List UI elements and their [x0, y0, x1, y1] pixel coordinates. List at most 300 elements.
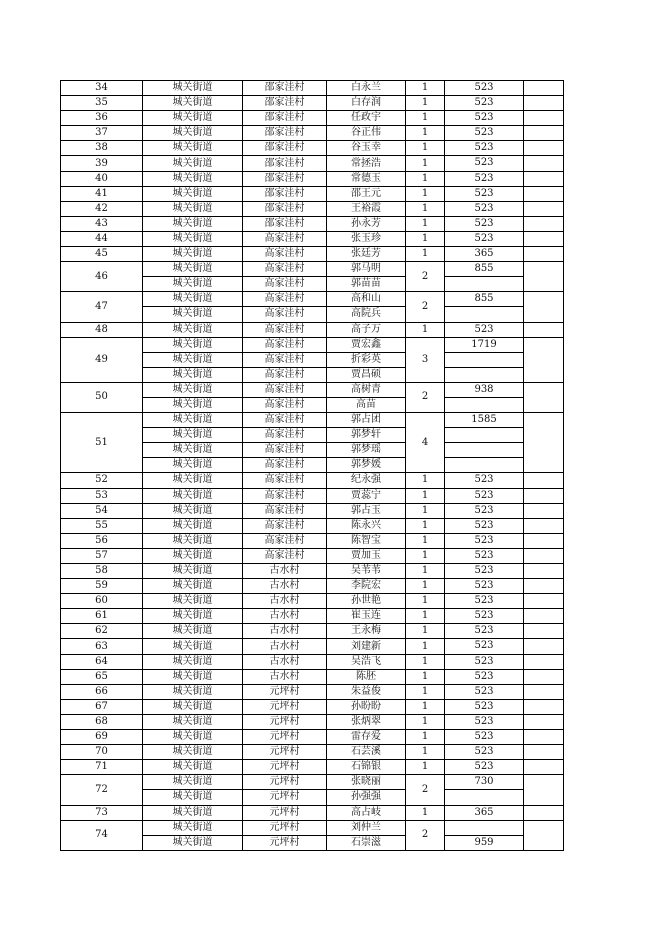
- person-name-cell: 吴浩飞: [327, 654, 406, 669]
- household-count-cell: 1: [406, 624, 445, 639]
- amount-cell: 523: [445, 111, 524, 126]
- record-number-cell: 65: [61, 669, 143, 684]
- record-number-cell: 60: [61, 594, 143, 609]
- village-cell: 高家洼村: [243, 337, 327, 352]
- amount-cell: 523: [445, 669, 524, 684]
- table-row: [61, 533, 564, 548]
- street-cell: 城关街道: [143, 156, 243, 171]
- remarks-cell: [524, 684, 564, 699]
- street-cell: 城关街道: [143, 247, 243, 262]
- record-number-cell: 63: [61, 639, 143, 654]
- street-cell: 城关街道: [143, 307, 243, 322]
- person-name-cell: 孙世艳: [327, 594, 406, 609]
- amount-cell: 523: [445, 126, 524, 141]
- remarks-cell: [524, 714, 564, 729]
- street-cell: 城关街道: [143, 277, 243, 292]
- remarks-cell: [524, 609, 564, 624]
- village-cell: 古水村: [243, 564, 327, 579]
- village-cell: 高家洼村: [243, 443, 327, 458]
- village-cell: 元坪村: [243, 730, 327, 745]
- village-cell: 邵家洼村: [243, 171, 327, 186]
- record-number-cell: 70: [61, 745, 143, 760]
- remarks-cell: [524, 81, 564, 96]
- table-row: [61, 805, 564, 820]
- table-row: [61, 96, 564, 111]
- person-name-cell: 贾蕊宁: [327, 488, 406, 503]
- remarks-cell: [524, 639, 564, 654]
- household-count-cell: 1: [406, 111, 445, 126]
- table-row: [61, 337, 564, 352]
- street-cell: 城关街道: [143, 292, 243, 307]
- table-row: [61, 247, 564, 262]
- table-row: [61, 81, 564, 96]
- record-number-cell: 43: [61, 216, 143, 231]
- amount-cell: 959: [445, 835, 524, 850]
- remarks-cell: [524, 141, 564, 156]
- village-cell: 元坪村: [243, 820, 327, 835]
- remarks-cell: [524, 745, 564, 760]
- table-row: [61, 201, 564, 216]
- amount-cell: 730: [445, 775, 524, 790]
- village-cell: 元坪村: [243, 684, 327, 699]
- amount-cell: 523: [445, 186, 524, 201]
- street-cell: 城关街道: [143, 428, 243, 443]
- record-number-cell: 36: [61, 111, 143, 126]
- household-count-cell: 1: [406, 548, 445, 563]
- household-count-cell: 2: [406, 382, 445, 412]
- remarks-cell: [524, 699, 564, 714]
- person-name-cell: 吴苇苇: [327, 564, 406, 579]
- record-number-cell: 46: [61, 262, 143, 292]
- street-cell: 城关街道: [143, 533, 243, 548]
- village-cell: 高家洼村: [243, 307, 327, 322]
- remarks-cell: [524, 382, 564, 412]
- street-cell: 城关街道: [143, 337, 243, 352]
- record-number-cell: 59: [61, 579, 143, 594]
- record-number-cell: 58: [61, 564, 143, 579]
- street-cell: 城关街道: [143, 413, 243, 428]
- person-name-cell: 高占岐: [327, 805, 406, 820]
- remarks-cell: [524, 624, 564, 639]
- person-name-cell: 郭占团: [327, 413, 406, 428]
- table-row: [61, 564, 564, 579]
- street-cell: 城关街道: [143, 594, 243, 609]
- table-row: [61, 548, 564, 563]
- person-name-cell: 贾昌硕: [327, 367, 406, 382]
- record-number-cell: 37: [61, 126, 143, 141]
- village-cell: 元坪村: [243, 805, 327, 820]
- record-number-cell: 48: [61, 322, 143, 337]
- village-cell: 邵家洼村: [243, 216, 327, 231]
- table-row: [61, 579, 564, 594]
- remarks-cell: [524, 533, 564, 548]
- remarks-cell: [524, 730, 564, 745]
- household-count-cell: 2: [406, 820, 445, 850]
- street-cell: 城关街道: [143, 548, 243, 563]
- village-cell: 高家洼村: [243, 322, 327, 337]
- street-cell: 城关街道: [143, 322, 243, 337]
- village-cell: 元坪村: [243, 835, 327, 850]
- record-number-cell: 71: [61, 760, 143, 775]
- record-number-cell: 55: [61, 518, 143, 533]
- remarks-cell: [524, 247, 564, 262]
- remarks-cell: [524, 548, 564, 563]
- street-cell: 城关街道: [143, 790, 243, 805]
- household-count-cell: 1: [406, 231, 445, 246]
- amount-cell: 523: [445, 216, 524, 231]
- amount-cell: 523: [445, 171, 524, 186]
- person-name-cell: 郭苗苗: [327, 277, 406, 292]
- village-cell: 高家洼村: [243, 367, 327, 382]
- amount-cell: 523: [445, 141, 524, 156]
- village-cell: 高家洼村: [243, 262, 327, 277]
- person-name-cell: 张炳翠: [327, 714, 406, 729]
- household-count-cell: 1: [406, 730, 445, 745]
- remarks-cell: [524, 216, 564, 231]
- village-cell: 邵家洼村: [243, 81, 327, 96]
- record-number-cell: 42: [61, 201, 143, 216]
- amount-cell: 523: [445, 699, 524, 714]
- street-cell: 城关街道: [143, 231, 243, 246]
- village-cell: 元坪村: [243, 745, 327, 760]
- person-name-cell: 孙盼盼: [327, 699, 406, 714]
- remarks-cell: [524, 820, 564, 850]
- village-cell: 高家洼村: [243, 428, 327, 443]
- amount-cell: 938: [445, 382, 524, 397]
- street-cell: 城关街道: [143, 126, 243, 141]
- record-number-cell: 45: [61, 247, 143, 262]
- person-name-cell: 白存润: [327, 96, 406, 111]
- street-cell: 城关街道: [143, 262, 243, 277]
- table-row: [61, 714, 564, 729]
- village-cell: 古水村: [243, 624, 327, 639]
- street-cell: 城关街道: [143, 488, 243, 503]
- village-cell: 邵家洼村: [243, 126, 327, 141]
- household-count-cell: 1: [406, 609, 445, 624]
- person-name-cell: 常拯浩: [327, 156, 406, 171]
- record-number-cell: 52: [61, 473, 143, 488]
- remarks-cell: [524, 171, 564, 186]
- household-count-cell: 1: [406, 216, 445, 231]
- household-count-cell: 1: [406, 96, 445, 111]
- street-cell: 城关街道: [143, 730, 243, 745]
- person-name-cell: 郭占玉: [327, 503, 406, 518]
- table-row: [61, 609, 564, 624]
- village-cell: 高家洼村: [243, 503, 327, 518]
- household-count-cell: 1: [406, 699, 445, 714]
- record-number-cell: 49: [61, 337, 143, 382]
- person-name-cell: 折彩英: [327, 352, 406, 367]
- household-count-cell: 1: [406, 669, 445, 684]
- person-name-cell: 陈智宝: [327, 533, 406, 548]
- person-name-cell: 高和山: [327, 292, 406, 307]
- amount-cell-empty: [445, 458, 524, 473]
- remarks-cell: [524, 669, 564, 684]
- person-name-cell: 刘建新: [327, 639, 406, 654]
- table-row: [61, 262, 564, 277]
- village-cell: 高家洼村: [243, 533, 327, 548]
- household-count-cell: 1: [406, 126, 445, 141]
- street-cell: 城关街道: [143, 458, 243, 473]
- village-cell: 元坪村: [243, 714, 327, 729]
- table-row: [61, 745, 564, 760]
- person-name-cell: 高院兵: [327, 307, 406, 322]
- table-row: [61, 413, 564, 428]
- table-row: [61, 820, 564, 835]
- person-name-cell: 陈胚: [327, 669, 406, 684]
- street-cell: 城关街道: [143, 473, 243, 488]
- table-row: [61, 322, 564, 337]
- household-count-cell: 1: [406, 473, 445, 488]
- table-row: [61, 760, 564, 775]
- table-row: [61, 488, 564, 503]
- household-count-cell: 1: [406, 745, 445, 760]
- remarks-cell: [524, 111, 564, 126]
- street-cell: 城关街道: [143, 714, 243, 729]
- remarks-cell: [524, 564, 564, 579]
- record-number-cell: 38: [61, 141, 143, 156]
- table-row: [61, 503, 564, 518]
- person-name-cell: 高苗: [327, 397, 406, 412]
- household-count-cell: 1: [406, 760, 445, 775]
- record-number-cell: 62: [61, 624, 143, 639]
- remarks-cell: [524, 413, 564, 473]
- table-row: [61, 730, 564, 745]
- amount-cell: 523: [445, 654, 524, 669]
- amount-cell: 523: [445, 201, 524, 216]
- village-cell: 高家洼村: [243, 292, 327, 307]
- person-name-cell: 张晓丽: [327, 775, 406, 790]
- amount-cell-empty: [445, 397, 524, 412]
- household-count-cell: 1: [406, 322, 445, 337]
- person-name-cell: 李院宏: [327, 579, 406, 594]
- record-number-cell: 72: [61, 775, 143, 805]
- amount-cell-empty: [445, 367, 524, 382]
- street-cell: 城关街道: [143, 96, 243, 111]
- table-row: [61, 126, 564, 141]
- household-count-cell: 2: [406, 292, 445, 322]
- person-name-cell: 高子万: [327, 322, 406, 337]
- village-cell: 邵家洼村: [243, 186, 327, 201]
- village-cell: 古水村: [243, 639, 327, 654]
- person-name-cell: 石芸溪: [327, 745, 406, 760]
- street-cell: 城关街道: [143, 397, 243, 412]
- remarks-cell: [524, 760, 564, 775]
- remarks-cell: [524, 775, 564, 805]
- table-row: [61, 216, 564, 231]
- household-count-cell: 1: [406, 503, 445, 518]
- household-count-cell: 3: [406, 337, 445, 382]
- village-cell: 古水村: [243, 579, 327, 594]
- street-cell: 城关街道: [143, 609, 243, 624]
- person-name-cell: 刘仲兰: [327, 820, 406, 835]
- street-cell: 城关街道: [143, 503, 243, 518]
- street-cell: 城关街道: [143, 684, 243, 699]
- street-cell: 城关街道: [143, 367, 243, 382]
- table-row: [61, 699, 564, 714]
- record-number-cell: 54: [61, 503, 143, 518]
- record-number-cell: 69: [61, 730, 143, 745]
- village-cell: 邵家洼村: [243, 201, 327, 216]
- household-count-cell: 1: [406, 805, 445, 820]
- street-cell: 城关街道: [143, 382, 243, 397]
- village-cell: 高家洼村: [243, 458, 327, 473]
- household-count-cell: 1: [406, 564, 445, 579]
- street-cell: 城关街道: [143, 654, 243, 669]
- amount-cell: 523: [445, 488, 524, 503]
- remarks-cell: [524, 488, 564, 503]
- remarks-cell: [524, 503, 564, 518]
- person-name-cell: 郭梦瑶: [327, 443, 406, 458]
- record-number-cell: 51: [61, 413, 143, 473]
- table-row: [61, 141, 564, 156]
- village-cell: 元坪村: [243, 760, 327, 775]
- table-row: [61, 231, 564, 246]
- relief-roster-table: [60, 80, 564, 851]
- remarks-cell: [524, 579, 564, 594]
- amount-cell: 523: [445, 503, 524, 518]
- record-number-cell: 40: [61, 171, 143, 186]
- person-name-cell: 谷正伟: [327, 126, 406, 141]
- amount-cell: 523: [445, 684, 524, 699]
- person-name-cell: 邵王元: [327, 186, 406, 201]
- table-row: [61, 624, 564, 639]
- household-count-cell: 1: [406, 714, 445, 729]
- street-cell: 城关街道: [143, 745, 243, 760]
- amount-cell: 523: [445, 156, 524, 171]
- amount-cell: 523: [445, 533, 524, 548]
- record-number-cell: 64: [61, 654, 143, 669]
- amount-cell: 523: [445, 609, 524, 624]
- street-cell: 城关街道: [143, 699, 243, 714]
- street-cell: 城关街道: [143, 216, 243, 231]
- table-row: [61, 594, 564, 609]
- amount-cell: 1585: [445, 413, 524, 428]
- street-cell: 城关街道: [143, 518, 243, 533]
- table-row: [61, 186, 564, 201]
- remarks-cell: [524, 156, 564, 171]
- amount-cell-empty: [445, 820, 524, 835]
- person-name-cell: 张玉珍: [327, 231, 406, 246]
- amount-cell: 523: [445, 714, 524, 729]
- table-row: [61, 171, 564, 186]
- amount-cell-empty: [445, 428, 524, 443]
- record-number-cell: 73: [61, 805, 143, 820]
- remarks-cell: [524, 805, 564, 820]
- household-count-cell: 1: [406, 684, 445, 699]
- table-row: [61, 292, 564, 307]
- amount-cell: 523: [445, 96, 524, 111]
- person-name-cell: 常德玉: [327, 171, 406, 186]
- village-cell: 古水村: [243, 594, 327, 609]
- amount-cell-empty: [445, 443, 524, 458]
- person-name-cell: 石锦银: [327, 760, 406, 775]
- person-name-cell: 陈永兴: [327, 518, 406, 533]
- household-count-cell: 2: [406, 775, 445, 805]
- village-cell: 邵家洼村: [243, 156, 327, 171]
- person-name-cell: 石崇滋: [327, 835, 406, 850]
- person-name-cell: 雷存爱: [327, 730, 406, 745]
- person-name-cell: 谷玉幸: [327, 141, 406, 156]
- remarks-cell: [524, 201, 564, 216]
- amount-cell: 523: [445, 81, 524, 96]
- household-count-cell: 2: [406, 262, 445, 292]
- household-count-cell: 1: [406, 518, 445, 533]
- street-cell: 城关街道: [143, 760, 243, 775]
- table-row: [61, 639, 564, 654]
- village-cell: 元坪村: [243, 790, 327, 805]
- person-name-cell: 王裕霞: [327, 201, 406, 216]
- village-cell: 高家洼村: [243, 488, 327, 503]
- table-row: [61, 654, 564, 669]
- record-number-cell: 35: [61, 96, 143, 111]
- street-cell: 城关街道: [143, 820, 243, 835]
- remarks-cell: [524, 518, 564, 533]
- amount-cell: 523: [445, 518, 524, 533]
- record-number-cell: 41: [61, 186, 143, 201]
- village-cell: 古水村: [243, 669, 327, 684]
- household-count-cell: 1: [406, 81, 445, 96]
- remarks-cell: [524, 262, 564, 292]
- village-cell: 高家洼村: [243, 247, 327, 262]
- amount-cell-empty: [445, 307, 524, 322]
- household-count-cell: 1: [406, 247, 445, 262]
- street-cell: 城关街道: [143, 352, 243, 367]
- person-name-cell: 孙永芳: [327, 216, 406, 231]
- record-number-cell: 50: [61, 382, 143, 412]
- record-number-cell: 67: [61, 699, 143, 714]
- household-count-cell: 4: [406, 413, 445, 473]
- table-row: [61, 111, 564, 126]
- person-name-cell: 白永兰: [327, 81, 406, 96]
- village-cell: 高家洼村: [243, 518, 327, 533]
- person-name-cell: 郭马明: [327, 262, 406, 277]
- household-count-cell: 1: [406, 594, 445, 609]
- amount-cell: 523: [445, 760, 524, 775]
- person-name-cell: 郭梦媛: [327, 458, 406, 473]
- street-cell: 城关街道: [143, 579, 243, 594]
- street-cell: 城关街道: [143, 835, 243, 850]
- person-name-cell: 朱益俊: [327, 684, 406, 699]
- amount-cell: 523: [445, 548, 524, 563]
- street-cell: 城关街道: [143, 81, 243, 96]
- record-number-cell: 44: [61, 231, 143, 246]
- person-name-cell: 高树青: [327, 382, 406, 397]
- table-row: [61, 382, 564, 397]
- village-cell: 高家洼村: [243, 352, 327, 367]
- village-cell: 古水村: [243, 609, 327, 624]
- amount-cell: 523: [445, 473, 524, 488]
- amount-cell: 523: [445, 624, 524, 639]
- household-count-cell: 1: [406, 579, 445, 594]
- amount-cell-empty: [445, 277, 524, 292]
- record-number-cell: 47: [61, 292, 143, 322]
- village-cell: 高家洼村: [243, 231, 327, 246]
- street-cell: 城关街道: [143, 186, 243, 201]
- amount-cell: 855: [445, 292, 524, 307]
- amount-cell: 523: [445, 745, 524, 760]
- household-count-cell: 1: [406, 171, 445, 186]
- record-number-cell: 53: [61, 488, 143, 503]
- household-count-cell: 1: [406, 186, 445, 201]
- person-name-cell: 王永梅: [327, 624, 406, 639]
- amount-cell: 523: [445, 579, 524, 594]
- amount-cell-empty: [445, 352, 524, 367]
- village-cell: 元坪村: [243, 699, 327, 714]
- remarks-cell: [524, 322, 564, 337]
- table-row: [61, 684, 564, 699]
- record-number-cell: 39: [61, 156, 143, 171]
